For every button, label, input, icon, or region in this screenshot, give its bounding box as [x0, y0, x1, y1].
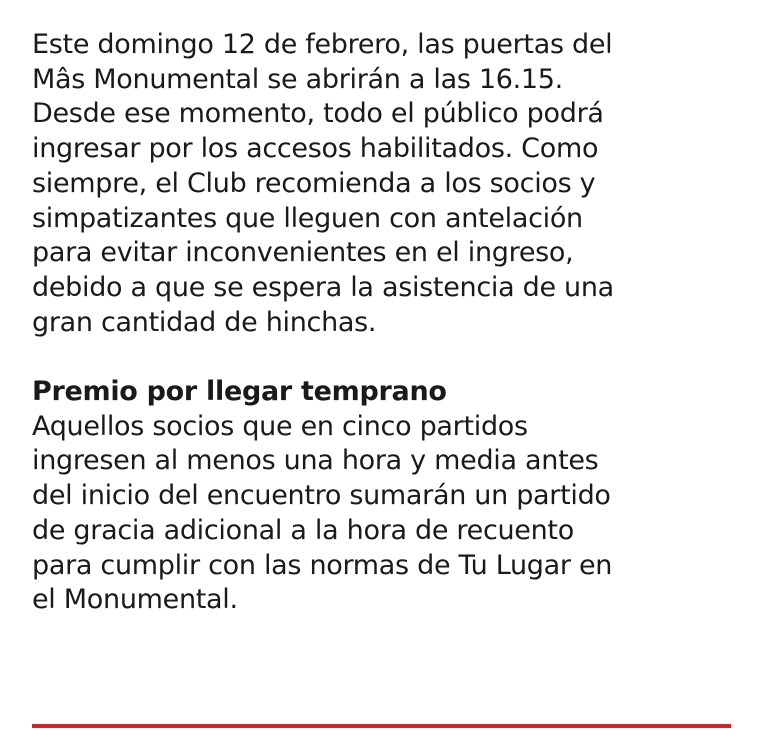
section-heading: Premio por llegar temprano: [32, 376, 447, 408]
article-body: [32, 28, 744, 618]
paragraph-spacer: [32, 340, 744, 375]
red-divider: [32, 724, 731, 728]
section-paragraph: Aquellos socios que en cinco partidos ingresen al menos una hora y media antes del inicio del encuentro sumarán un partido de gracia adicional a la hora de recuento para cumplir con las normas de Tu Lugar en el Monumental.: [32, 410, 613, 616]
intro-paragraph: Este domingo 12 de febrero, las puertas del Mâs Monumental se abrirán a las 16.15. Desde ese momento, todo el público podrá ingresar por los accesos habilitados. Como siempre, el Club recomienda a los socios y simpatizantes que lleguen con antelación para evitar inconvenientes en el ingreso, debido a que se espera la asistencia de una gran cantidad de hinchas.: [32, 29, 614, 338]
